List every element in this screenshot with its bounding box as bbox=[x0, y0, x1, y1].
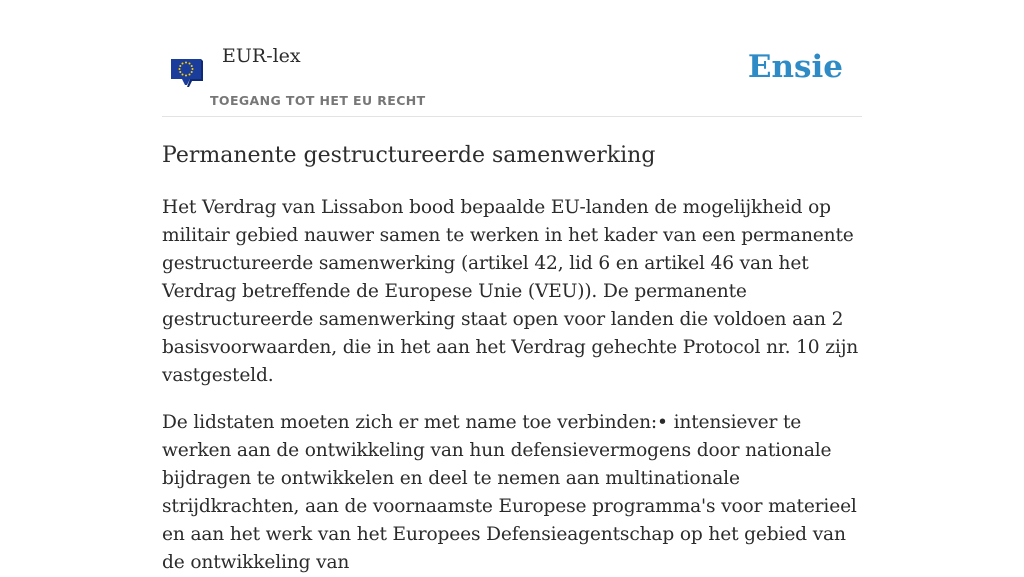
site-name[interactable]: EUR-lex bbox=[222, 45, 301, 67]
article-paragraph-2: De lidstaten moeten zich er met name toe verbinden:• intensiever te werken aan de ontwikkeling van hun defensievermogens door nationale bijdragen te ontwikkelen en deel te nemen aan multinationale strijdkrachten, aan de voornaamste Europese programma's voor materieel en aan het werk van het Europees Defensieagentschap op het gebied van de ontwikkeling van bbox=[162, 412, 857, 573]
site-tagline: TOEGANG TOT HET EU RECHT bbox=[210, 93, 426, 108]
page-title: Permanente gestructureerde samenwerking bbox=[162, 143, 656, 168]
article-paragraph-1: Het Verdrag van Lissabon bood bepaalde EU-landen de mogelijkheid op militair gebied nauwer samen te werken in het kader van een permanente gestructureerde samenwerking (artikel 42, lid 6 en artikel 46 van het Verdrag betreffende de Europese Unie (VEU)). De permanente gestructureerde samenwerking staat open voor landen die voldoen aan 2 basisvoorwaarden, die in het aan het Verdrag gehechte Protocol nr. 10 zijn vastgesteld. bbox=[162, 197, 859, 386]
ensie-logo-link[interactable]: Ensie bbox=[747, 49, 843, 85]
eu-flag-icon bbox=[168, 54, 204, 88]
page bbox=[162, 0, 862, 573]
header bbox=[162, 0, 862, 117]
